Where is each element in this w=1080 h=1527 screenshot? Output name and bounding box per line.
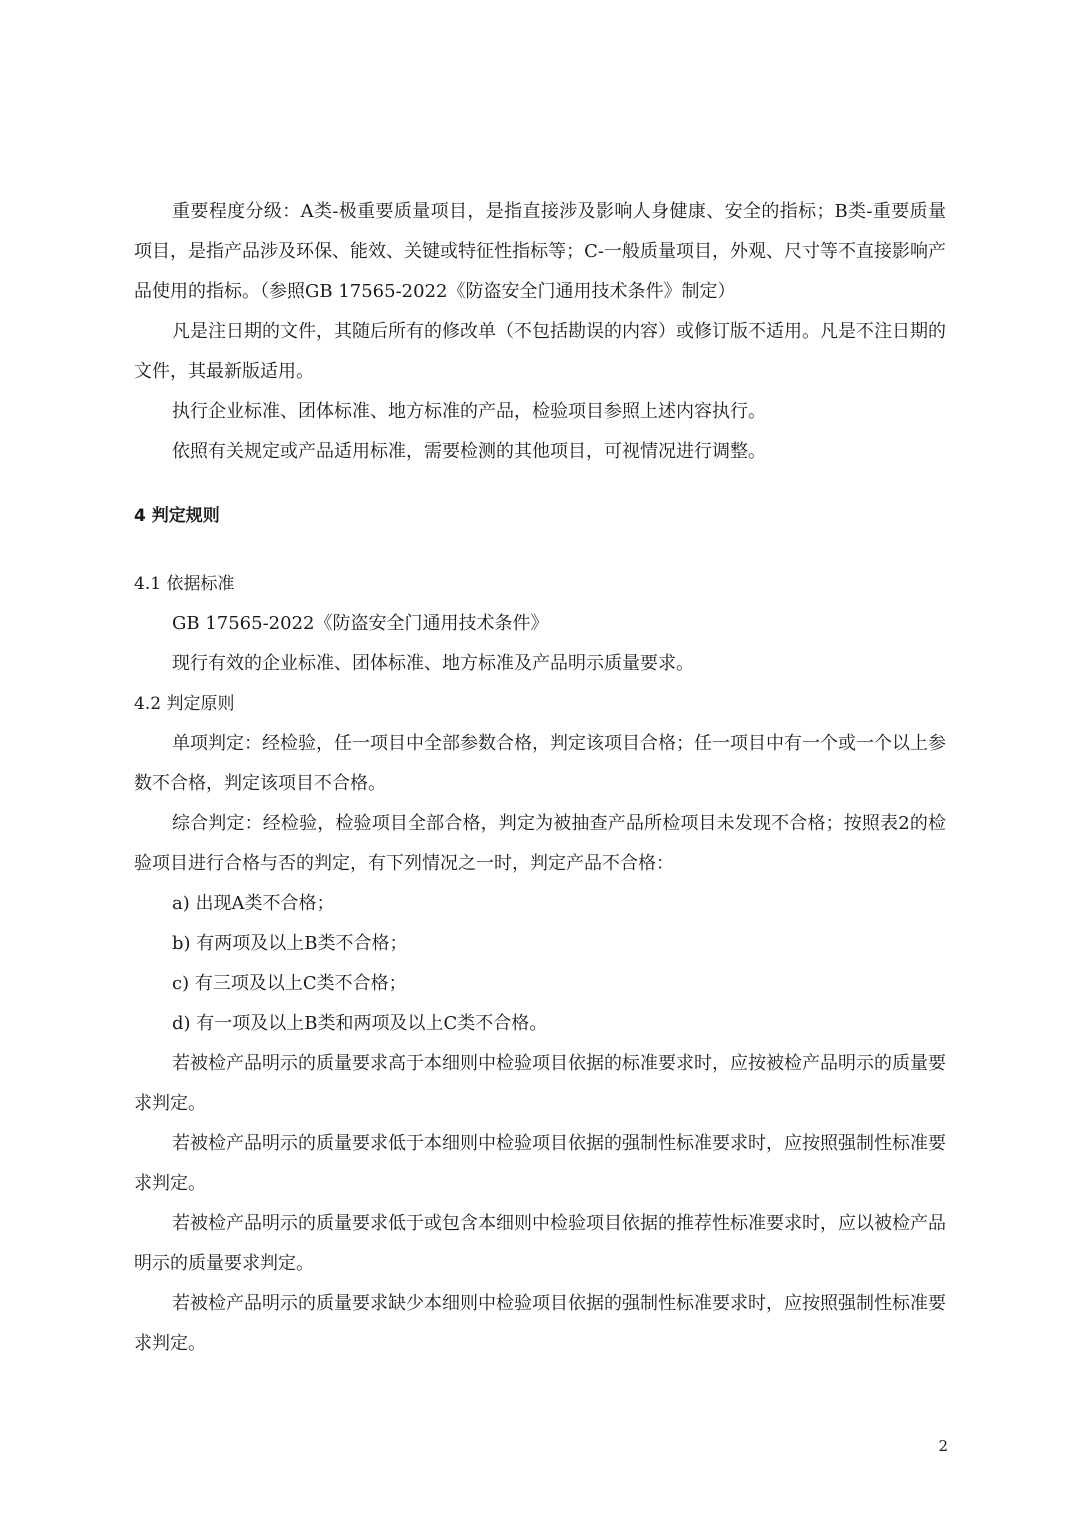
paragraph-dated-documents: 凡是注日期的文件，其随后所有的修改单（不包括勘误的内容）或修订版不适用。凡是不注日期的文件，其最新版适用。 [134, 321, 946, 382]
list-item-a: a) 出现A类不合格； [172, 893, 335, 914]
page-content [134, 192, 946, 1364]
paragraph-rule-missing-mandatory: 若被检产品明示的质量要求缺少本细则中检验项目依据的强制性标准要求时，应按照强制性标准要求判定。 [134, 1293, 946, 1354]
standard-reference-current: 现行有效的企业标准、团体标准、地方标准及产品明示质量要求。 [172, 653, 694, 674]
paragraph-rule-lower-recommended: 若被检产品明示的质量要求低于或包含本细则中检验项目依据的推荐性标准要求时，应以被检产品明示的质量要求判定。 [134, 1213, 946, 1274]
paragraph-enterprise-standards: 执行企业标准、团体标准、地方标准的产品，检验项目参照上述内容执行。 [172, 401, 766, 422]
paragraph-other-items: 依照有关规定或产品适用标准，需要检测的其他项目，可视情况进行调整。 [172, 441, 766, 462]
paragraph-rule-lower-mandatory: 若被检产品明示的质量要求低于本细则中检验项目依据的强制性标准要求时，应按照强制性标准要求判定。 [134, 1133, 946, 1194]
section-heading-judgment-rules: 4 判定规则 [134, 506, 220, 526]
paragraph-single-judgment: 单项判定：经检验，任一项目中全部参数合格，判定该项目合格；任一项目中有一个或一个以上参数不合格，判定该项目不合格。 [134, 733, 946, 794]
paragraph-rule-higher: 若被检产品明示的质量要求高于本细则中检验项目依据的标准要求时，应按被检产品明示的质量要求判定。 [134, 1053, 946, 1114]
list-item-b: b) 有两项及以上B类不合格； [172, 933, 408, 954]
standard-reference-gb: GB 17565-2022《防盗安全门通用技术条件》 [172, 613, 549, 634]
subsection-heading-judgment-principles: 4.2 判定原则 [134, 694, 235, 714]
list-item-c: c) 有三项及以上C类不合格； [172, 973, 407, 994]
page-number: 2 [938, 1437, 948, 1455]
paragraph-importance-grading: 重要程度分级：A类-极重要质量项目，是指直接涉及影响人身健康、安全的指标；B类-重要质量项目，是指产品涉及环保、能效、关键或特征性指标等；C-一般质量项目，外观、尺寸等不直接影响产品使用的指标。（参照GB 17565-2022《防盗安全门通用技术条件》制定） [134, 201, 946, 302]
paragraph-overall-judgment: 综合判定：经检验，检验项目全部合格，判定为被抽查产品所检项目未发现不合格；按照表2的检验项目进行合格与否的判定，有下列情况之一时，判定产品不合格： [134, 813, 946, 874]
list-item-d: d) 有一项及以上B类和两项及以上C类不合格。 [172, 1013, 548, 1034]
subsection-heading-basis-standards: 4.1 依据标准 [134, 574, 235, 594]
